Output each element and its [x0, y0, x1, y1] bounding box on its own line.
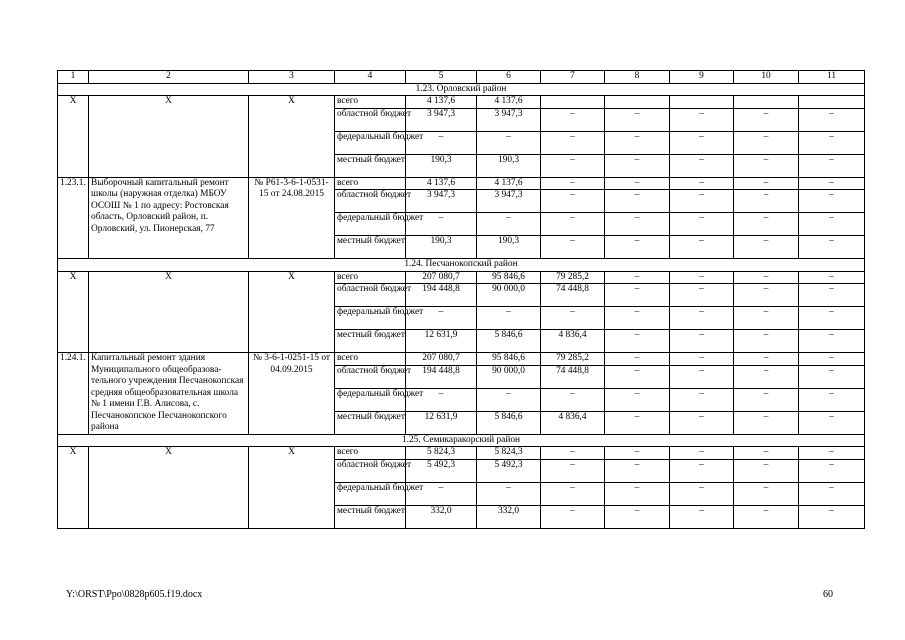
amount-cell: – — [734, 213, 799, 236]
item-number: 1.24.1. — [58, 353, 89, 435]
summary-x: X — [89, 447, 249, 529]
amount-cell: – — [734, 236, 799, 259]
amount-cell: – — [605, 284, 670, 307]
amount-cell: – — [799, 271, 865, 284]
amount-cell — [541, 96, 605, 109]
funding-source: местный бюджет — [335, 154, 406, 177]
section-title: 1.24. Песчанокопский район — [58, 259, 865, 272]
amount-cell: – — [670, 482, 734, 505]
amount-cell: 74 448,8 — [541, 284, 605, 307]
amount-cell: – — [605, 330, 670, 353]
funding-source: федеральный бюджет — [335, 388, 406, 411]
item-number: 1.23.1. — [58, 177, 89, 259]
amount-cell: – — [406, 213, 477, 236]
column-number: 8 — [605, 71, 670, 84]
amount-cell: – — [670, 447, 734, 460]
amount-cell: – — [605, 177, 670, 190]
funding-source: всего — [335, 96, 406, 109]
amount-cell: – — [670, 505, 734, 528]
summary-x: X — [249, 96, 335, 178]
column-number: 5 — [406, 71, 477, 84]
amount-cell: 190,3 — [406, 154, 477, 177]
table-body — [58, 71, 865, 529]
section-heading-row — [58, 83, 865, 96]
amount-cell: – — [541, 447, 605, 460]
amount-cell: 3 947,3 — [406, 108, 477, 131]
item-row — [58, 177, 865, 190]
amount-cell: 95 846,6 — [477, 271, 541, 284]
amount-cell — [605, 96, 670, 109]
amount-cell: – — [799, 411, 865, 434]
amount-cell: 5 492,3 — [477, 459, 541, 482]
amount-cell: – — [734, 177, 799, 190]
amount-cell: – — [799, 154, 865, 177]
column-number: 6 — [477, 71, 541, 84]
summary-x: X — [249, 271, 335, 353]
amount-cell — [734, 96, 799, 109]
amount-cell: – — [734, 131, 799, 154]
funding-source: федеральный бюджет — [335, 213, 406, 236]
amount-cell: – — [734, 353, 799, 366]
amount-cell: – — [605, 190, 670, 213]
amount-cell: – — [541, 190, 605, 213]
funding-source: областной бюджет — [335, 459, 406, 482]
amount-cell: – — [477, 388, 541, 411]
amount-cell: – — [734, 190, 799, 213]
section-heading-row — [58, 259, 865, 272]
amount-cell: – — [670, 284, 734, 307]
amount-cell: – — [477, 131, 541, 154]
amount-cell: – — [799, 177, 865, 190]
amount-cell: – — [605, 213, 670, 236]
amount-cell: 3 947,3 — [477, 108, 541, 131]
amount-cell: – — [541, 505, 605, 528]
amount-cell: 5 492,3 — [406, 459, 477, 482]
amount-cell: – — [670, 108, 734, 131]
amount-cell: – — [670, 330, 734, 353]
amount-cell: – — [799, 213, 865, 236]
amount-cell: – — [799, 365, 865, 388]
amount-cell: – — [541, 177, 605, 190]
amount-cell: – — [670, 459, 734, 482]
amount-cell: – — [670, 190, 734, 213]
section-heading-row — [58, 434, 865, 447]
amount-cell: – — [541, 236, 605, 259]
amount-cell — [799, 96, 865, 109]
document-path: Y:\ORST\Ppo\0828p605.f19.docx — [66, 589, 203, 600]
amount-cell: – — [477, 213, 541, 236]
amount-cell: – — [799, 307, 865, 330]
amount-cell: 5 824,3 — [406, 447, 477, 460]
column-numbers-row — [58, 71, 865, 84]
funding-source: всего — [335, 177, 406, 190]
amount-cell: – — [670, 271, 734, 284]
amount-cell: – — [605, 411, 670, 434]
amount-cell: – — [799, 284, 865, 307]
amount-cell: – — [406, 482, 477, 505]
amount-cell: – — [541, 459, 605, 482]
amount-cell: 90 000,0 — [477, 284, 541, 307]
amount-cell: 12 631,9 — [406, 330, 477, 353]
amount-cell: – — [605, 482, 670, 505]
amount-cell: 90 000,0 — [477, 365, 541, 388]
amount-cell: – — [670, 388, 734, 411]
column-number: 3 — [249, 71, 335, 84]
amount-cell: – — [406, 388, 477, 411]
amount-cell: 4 836,4 — [541, 411, 605, 434]
amount-cell: – — [734, 108, 799, 131]
amount-cell: 74 448,8 — [541, 365, 605, 388]
amount-cell: – — [406, 307, 477, 330]
funding-source: местный бюджет — [335, 236, 406, 259]
amount-cell: 332,0 — [477, 505, 541, 528]
budget-table — [57, 70, 865, 529]
funding-source: федеральный бюджет — [335, 307, 406, 330]
amount-cell: – — [799, 459, 865, 482]
amount-cell: 79 285,2 — [541, 271, 605, 284]
item-description: Выборочный капитальный ремонт школы (наружная отделка) МБОУ ОСОШ № 1 по адресу: Ростовская область, Орловский район, п. Орловский, ул. Пионерская, 77 — [89, 177, 249, 259]
summary-x: X — [58, 96, 89, 178]
section-title: 1.23. Орловский район — [58, 83, 865, 96]
amount-cell: – — [799, 482, 865, 505]
funding-source: областной бюджет — [335, 284, 406, 307]
amount-cell: – — [799, 108, 865, 131]
amount-cell: – — [734, 284, 799, 307]
amount-cell: – — [734, 388, 799, 411]
column-number: 10 — [734, 71, 799, 84]
amount-cell: – — [670, 213, 734, 236]
amount-cell: – — [541, 388, 605, 411]
amount-cell: 4 137,6 — [477, 177, 541, 190]
amount-cell: – — [734, 447, 799, 460]
amount-cell: – — [670, 236, 734, 259]
amount-cell: – — [605, 365, 670, 388]
amount-cell: 5 846,6 — [477, 411, 541, 434]
amount-cell: – — [605, 108, 670, 131]
funding-source: областной бюджет — [335, 365, 406, 388]
amount-cell: – — [541, 108, 605, 131]
amount-cell: – — [670, 154, 734, 177]
amount-cell: – — [734, 365, 799, 388]
amount-cell: 190,3 — [477, 154, 541, 177]
funding-source: федеральный бюджет — [335, 131, 406, 154]
amount-cell: – — [799, 236, 865, 259]
amount-cell: 12 631,9 — [406, 411, 477, 434]
summary-x: X — [89, 96, 249, 178]
amount-cell: – — [541, 131, 605, 154]
funding-source: всего — [335, 271, 406, 284]
amount-cell: 3 947,3 — [477, 190, 541, 213]
amount-cell: 4 137,6 — [406, 96, 477, 109]
column-number: 1 — [58, 71, 89, 84]
item-description: Капитальный ремонт здания Муниципального общеобразова-тельного учреждения Песчанокопская средняя общеобразовательная школа № 1 имени Г.В. Алисова, с. Песчанокопское Песчанокопского района — [89, 353, 249, 435]
amount-cell: 194 448,8 — [406, 365, 477, 388]
summary-row — [58, 271, 865, 284]
amount-cell: – — [670, 365, 734, 388]
amount-cell: 194 448,8 — [406, 284, 477, 307]
amount-cell: – — [541, 154, 605, 177]
amount-cell: – — [605, 236, 670, 259]
amount-cell: 5 846,6 — [477, 330, 541, 353]
funding-source: всего — [335, 353, 406, 366]
column-number: 11 — [799, 71, 865, 84]
summary-x: X — [249, 447, 335, 529]
summary-x: X — [58, 447, 89, 529]
amount-cell: – — [734, 482, 799, 505]
funding-source: местный бюджет — [335, 411, 406, 434]
amount-cell: – — [477, 482, 541, 505]
funding-source: местный бюджет — [335, 330, 406, 353]
summary-row — [58, 447, 865, 460]
section-title: 1.25. Семикаракорский район — [58, 434, 865, 447]
amount-cell: – — [605, 447, 670, 460]
amount-cell: – — [799, 388, 865, 411]
amount-cell: 4 137,6 — [406, 177, 477, 190]
amount-cell: – — [734, 459, 799, 482]
summary-row — [58, 96, 865, 109]
column-number: 4 — [335, 71, 406, 84]
amount-cell: – — [734, 330, 799, 353]
summary-x: X — [89, 271, 249, 353]
amount-cell: – — [541, 307, 605, 330]
amount-cell: – — [605, 307, 670, 330]
amount-cell: – — [605, 131, 670, 154]
amount-cell: 332,0 — [406, 505, 477, 528]
summary-x: X — [58, 271, 89, 353]
amount-cell: 79 285,2 — [541, 353, 605, 366]
amount-cell: – — [734, 154, 799, 177]
funding-source: областной бюджет — [335, 108, 406, 131]
page-number: 60 — [823, 589, 833, 600]
amount-cell: – — [734, 307, 799, 330]
funding-source: всего — [335, 447, 406, 460]
amount-cell: – — [605, 353, 670, 366]
amount-cell: – — [541, 213, 605, 236]
amount-cell: – — [541, 482, 605, 505]
column-number: 7 — [541, 71, 605, 84]
amount-cell: – — [734, 271, 799, 284]
amount-cell: – — [734, 505, 799, 528]
amount-cell: – — [605, 505, 670, 528]
item-row — [58, 353, 865, 366]
funding-source: областной бюджет — [335, 190, 406, 213]
funding-source: федеральный бюджет — [335, 482, 406, 505]
amount-cell: 95 846,6 — [477, 353, 541, 366]
amount-cell — [670, 96, 734, 109]
amount-cell: 4 137,6 — [477, 96, 541, 109]
funding-source: местный бюджет — [335, 505, 406, 528]
amount-cell: 4 836,4 — [541, 330, 605, 353]
amount-cell: – — [406, 131, 477, 154]
amount-cell: – — [799, 353, 865, 366]
amount-cell: 190,3 — [477, 236, 541, 259]
amount-cell: 207 080,7 — [406, 353, 477, 366]
amount-cell: – — [605, 271, 670, 284]
amount-cell: – — [605, 459, 670, 482]
amount-cell: – — [670, 131, 734, 154]
amount-cell: – — [799, 131, 865, 154]
amount-cell: – — [799, 447, 865, 460]
amount-cell: 5 824,3 — [477, 447, 541, 460]
amount-cell: – — [734, 411, 799, 434]
amount-cell: – — [670, 411, 734, 434]
item-document: № 3-6-1-0251-15 от 04.09.2015 — [249, 353, 335, 435]
amount-cell: – — [799, 330, 865, 353]
amount-cell: 3 947,3 — [406, 190, 477, 213]
amount-cell: – — [670, 353, 734, 366]
amount-cell: – — [605, 154, 670, 177]
amount-cell: 207 080,7 — [406, 271, 477, 284]
amount-cell: – — [670, 307, 734, 330]
amount-cell: – — [477, 307, 541, 330]
amount-cell: – — [799, 505, 865, 528]
amount-cell: – — [605, 388, 670, 411]
amount-cell: 190,3 — [406, 236, 477, 259]
amount-cell: – — [799, 190, 865, 213]
item-document: № Р61-3-6-1-0531-15 от 24.08.2015 — [249, 177, 335, 259]
amount-cell: – — [670, 177, 734, 190]
column-number: 9 — [670, 71, 734, 84]
column-number: 2 — [89, 71, 249, 84]
